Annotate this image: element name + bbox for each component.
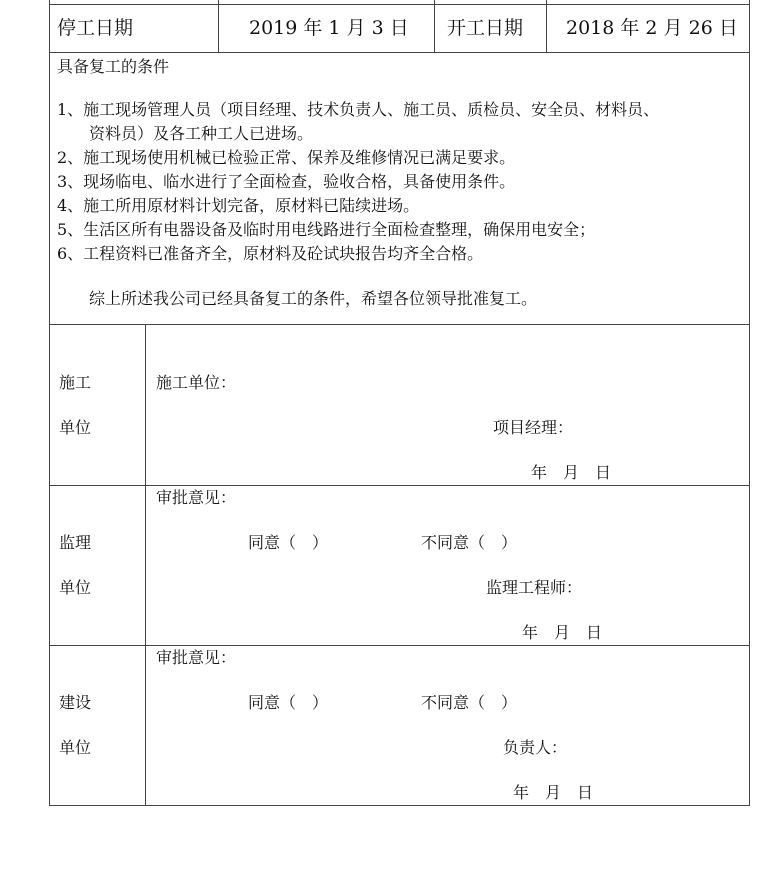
condition-item: 资料员）及各工种工人已进场。	[89, 124, 314, 143]
condition-item: 4、施工所用原材料计划完备，原材料已陆续进场。	[57, 196, 420, 215]
conditions-summary: 综上所述我公司已经具备复工的条件，希望各位领导批准复工。	[89, 289, 538, 308]
owner-opinion-label: 审批意见：	[156, 648, 237, 667]
contractor-date-label: 年 月 日	[531, 463, 612, 482]
header-divider-3	[546, 0, 547, 53]
condition-item: 1、施工现场管理人员（项目经理、技术负责人、施工员、质检员、安全员、材料员、	[57, 100, 660, 119]
project-manager-label: 项目经理：	[493, 418, 574, 437]
table-left-border	[49, 0, 50, 806]
owner-date-label: 年 月 日	[513, 783, 594, 802]
contractor-unit-label: 施工单位：	[156, 373, 237, 392]
stop-date-value: 2019 年 1 月 3 日	[249, 17, 409, 39]
owner-disagree-option[interactable]: 不同意（ ）	[421, 693, 518, 712]
label-column-divider	[145, 324, 146, 806]
condition-item: 6、工程资料已准备齐全，原材料及砼试块报告均齐全合格。	[57, 244, 484, 263]
table-right-border	[749, 0, 750, 806]
supervisor-engineer-label: 监理工程师：	[486, 578, 583, 597]
conditions-bottom-border	[49, 324, 750, 325]
supervisor-agree-option[interactable]: 同意（ ）	[248, 533, 329, 552]
supervisor-opinion-label: 审批意见：	[156, 488, 237, 507]
contractor-label-line2: 单位	[59, 418, 92, 437]
supervisor-label-line1: 监理	[59, 533, 92, 552]
contractor-label-line1: 施工	[59, 373, 92, 392]
header-row-bottom-border	[49, 52, 750, 53]
table-top-border	[49, 4, 750, 5]
owner-responsible-label: 负责人：	[503, 738, 568, 757]
supervisor-label-line2: 单位	[59, 578, 92, 597]
start-date-value: 2018 年 2 月 26 日	[566, 17, 738, 39]
supervisor-disagree-option[interactable]: 不同意（ ）	[421, 533, 518, 552]
header-divider-1	[218, 0, 219, 53]
condition-item: 2、施工现场使用机械已检验正常、保养及维修情况已满足要求。	[57, 148, 516, 167]
start-date-label: 开工日期	[447, 17, 524, 39]
conditions-title: 具备复工的条件	[57, 57, 170, 76]
owner-label-line1: 建设	[59, 693, 92, 712]
owner-agree-option[interactable]: 同意（ ）	[248, 693, 329, 712]
owner-label-line2: 单位	[59, 738, 92, 757]
contractor-bottom-border	[49, 485, 750, 486]
table-bottom-border	[49, 805, 750, 806]
condition-item: 3、现场临电、临水进行了全面检查，验收合格，具备使用条件。	[57, 172, 516, 191]
header-divider-2	[434, 0, 435, 53]
supervisor-date-label: 年 月 日	[522, 623, 603, 642]
supervisor-bottom-border	[49, 645, 750, 646]
stop-date-label: 停工日期	[57, 17, 134, 39]
condition-item: 5、生活区所有电器设备及临时用电线路进行全面检查整理，确保用电安全；	[57, 220, 596, 239]
